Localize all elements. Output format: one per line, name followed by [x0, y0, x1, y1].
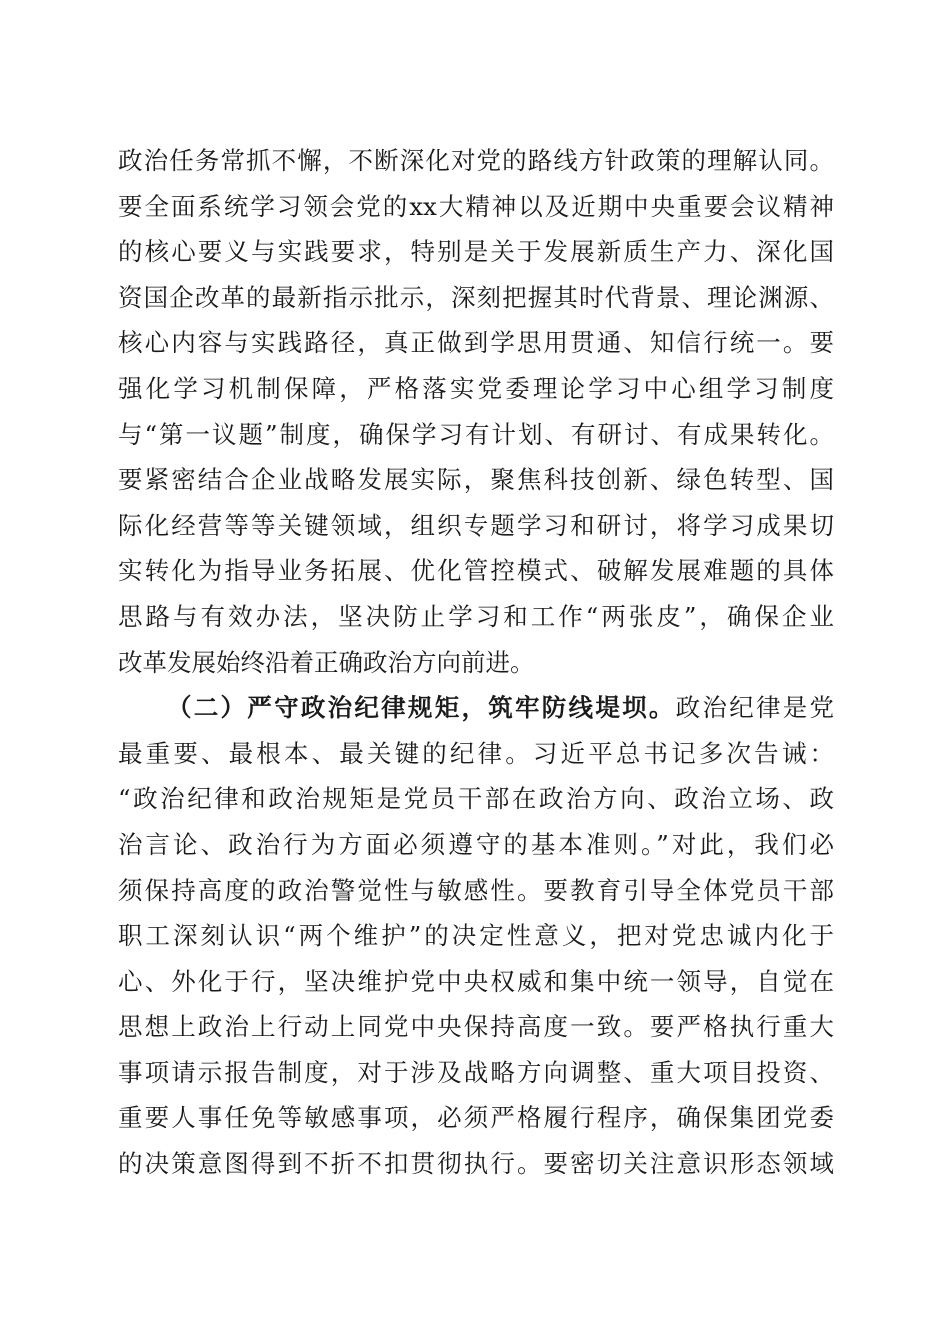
text-line: 与“第一议题”制度，确保学习有计划、有研讨、有成果转化。	[118, 419, 834, 449]
text-line: 的决策意图得到不折不扣贯彻执行。要密切关注意识形态领域	[118, 1149, 834, 1179]
text-line: 要全面系统学习领会党的xx大精神以及近期中央重要会议精神	[118, 191, 834, 221]
document-body	[118, 138, 834, 1187]
text-line: 实转化为指导业务拓展、优化管控模式、破解发展难题的具体	[118, 556, 834, 586]
text-line: 事项请示报告制度，对于涉及战略方向调整、重大项目投资、	[118, 1057, 834, 1087]
paragraph-1	[118, 138, 834, 685]
paragraph-2	[118, 685, 834, 1187]
text-line: 须保持高度的政治警觉性与敏感性。要教育引导全体党员干部	[118, 875, 834, 905]
text-line: 要紧密结合企业战略发展实际，聚焦科技创新、绿色转型、国	[118, 465, 834, 495]
text-line: 际化经营等等关键领域，组织专题学习和研讨，将学习成果切	[118, 510, 834, 540]
text-line: 改革发展始终沿着正确政治方向前进。	[118, 647, 535, 677]
text-line: 资国企改革的最新指示批示，深刻把握其时代背景、理论渊源、	[118, 282, 834, 312]
text-line: 职工深刻认识“两个维护”的决定性意义，把对党忠诚内化于	[118, 921, 834, 951]
text-line: 政治任务常抓不懈，不断深化对党的路线方针政策的理解认同。	[118, 146, 834, 175]
text-line: 思路与有效办法，坚决防止学习和工作“两张皮”，确保企业	[118, 601, 834, 631]
text-line: “政治纪律和政治规矩是党员干部在政治方向、政治立场、政	[118, 784, 834, 814]
text-run: 政治纪律是党	[675, 693, 835, 723]
text-line: 思想上政治上行动上同党中央保持高度一致。要严格执行重大	[118, 1012, 834, 1042]
text-line: 最重要、最根本、最关键的纪律。习近平总书记多次告诫：	[118, 738, 834, 768]
text-line: 治言论、政治行为方面必须遵守的基本准则。”对此，我们必	[118, 829, 834, 859]
text-line: 的核心要义与实践要求，特别是关于发展新质生产力、深化国	[118, 237, 834, 267]
text-line: 心、外化于行，坚决维护党中央权威和集中统一领导，自觉在	[118, 966, 834, 996]
paragraph-2-first-line	[118, 685, 834, 731]
section-heading: （二）严守政治纪律规矩，筑牢防线堤坝。	[167, 693, 676, 723]
text-line: 核心内容与实践路径，真正做到学思用贯通、知信行统一。要	[118, 328, 834, 358]
text-line: 强化学习机制保障，严格落实党委理论学习中心组学习制度	[118, 373, 834, 403]
text-line: 重要人事任免等敏感事项，必须严格履行程序，确保集团党委	[118, 1103, 834, 1133]
